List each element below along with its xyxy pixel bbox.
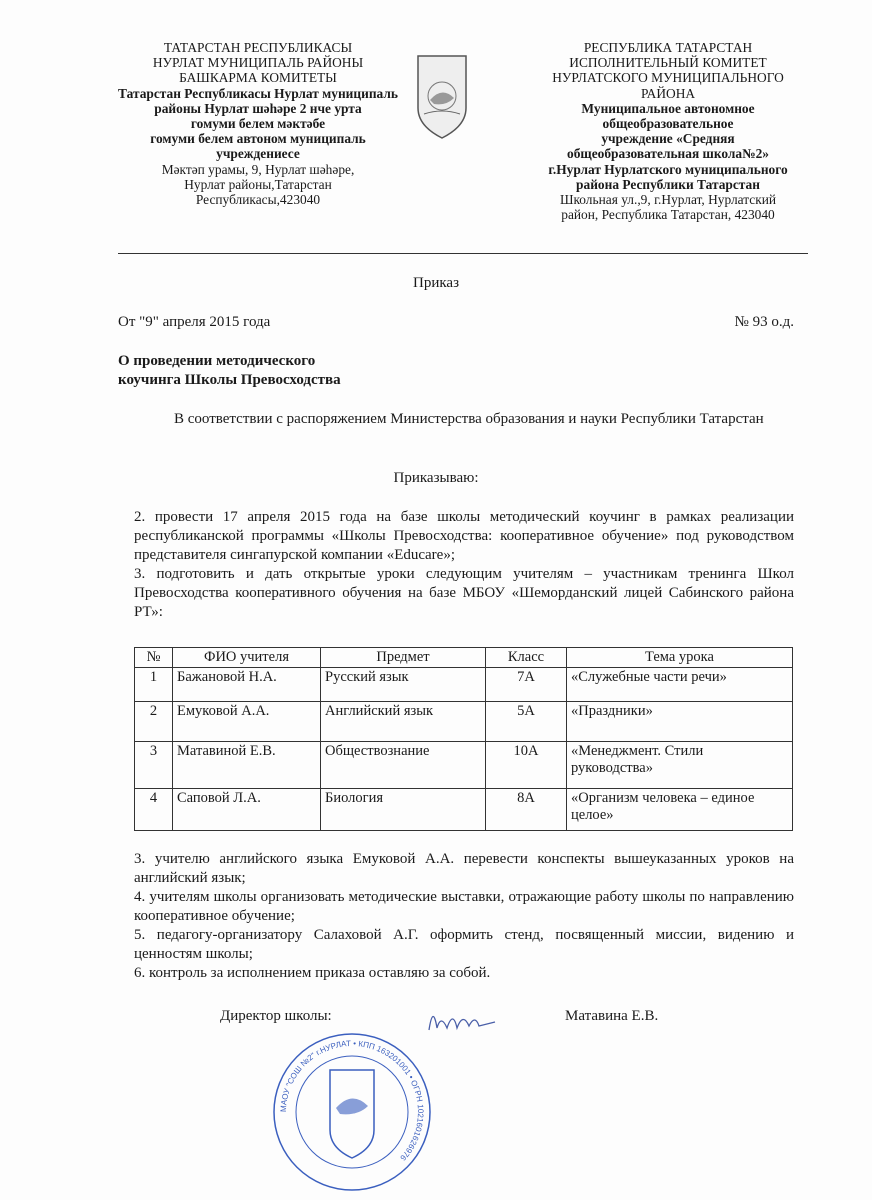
- header-line: НУРЛАТ МУНИЦИПАЛЬ РАЙОНЫ: [152, 55, 364, 71]
- table-row: [135, 742, 793, 789]
- cell: 8А: [486, 789, 567, 831]
- header-address: Мәктәп урамы, 9, Нурлат шәһәре,: [161, 161, 355, 177]
- order-item: 3. подготовить и дать открытые уроки следующим учителям – участникам тренинга Школ Превосходства кооперативного обучения на базе МБОУ «Шеморданский лицей Сабинского района РТ»:: [134, 566, 794, 620]
- cell: Английский язык: [321, 702, 486, 742]
- header-right: [518, 40, 818, 222]
- signer-name: Матавина Е.В.: [565, 1008, 659, 1024]
- subject-line: О проведении методического: [118, 353, 316, 369]
- column-header: ФИО учителя: [173, 648, 321, 668]
- header-line: учреждение «Средняя общеобразовательная школа№2»: [567, 131, 769, 162]
- doc-date: От "9" апреля 2015 года: [118, 314, 271, 330]
- cell: Русский язык: [321, 668, 486, 702]
- order-item: 4. учителям школы организовать методические выставки, отражающие работу школы по направлению кооперативное обучение;: [134, 889, 794, 924]
- coat-of-arms-icon: [412, 50, 472, 142]
- doc-title: Приказ: [412, 275, 459, 291]
- cell: 7А: [486, 668, 567, 702]
- signer-title: Директор школы:: [220, 1008, 332, 1024]
- cell: Биология: [321, 789, 486, 831]
- header-line: Татарстан Республикасы Нурлат муниципаль районы Нурлат шәһәре 2 нче урта: [118, 85, 398, 116]
- header-line: НУРЛАТСКОГО МУНИЦИПАЛЬНОГО РАЙОНА: [552, 70, 784, 101]
- table-row: [135, 789, 793, 831]
- header-line: РЕСПУБЛИКА ТАТАРСТАН: [583, 40, 753, 55]
- header-divider: [118, 253, 808, 254]
- column-header: Тема урока: [567, 648, 793, 668]
- doc-number: № 93 о.д.: [734, 314, 794, 330]
- header-line: ИСПОЛНИТЕЛЬНЫЙ КОМИТЕТ: [569, 55, 767, 71]
- column-header: Класс: [486, 648, 567, 668]
- column-header: Предмет: [321, 648, 486, 668]
- cell: Емуковой А.А.: [173, 702, 321, 742]
- table-header-row: [135, 648, 793, 668]
- cell: «Менеджмент. Стили руководства»: [567, 742, 793, 789]
- cell: 10А: [486, 742, 567, 789]
- cell: 1: [135, 668, 173, 702]
- header-address: Республикасы,423040: [195, 192, 321, 208]
- cell: Саповой Л.А.: [173, 789, 321, 831]
- official-stamp-icon: [270, 1030, 435, 1195]
- cell: «Организм человека – единое целое»: [567, 789, 793, 831]
- column-header: №: [135, 648, 173, 668]
- subject-line: коучинга Школы Превосходства: [118, 372, 341, 388]
- teachers-table: [134, 647, 793, 831]
- table-row: [135, 668, 793, 702]
- signature-icon: [425, 1000, 505, 1040]
- cell: 5А: [486, 702, 567, 742]
- cell: 2: [135, 702, 173, 742]
- stamp-text: МАОУ "СОШ №2" г.НУРЛАТ • КПП 163201001 • ОГРН 1021601626976: [278, 1038, 426, 1163]
- cell: «Праздники»: [567, 702, 793, 742]
- header-address: Школьная ул.,9, г.Нурлат, Нурлатский: [559, 192, 777, 208]
- header-address: Нурлат районы,Татарстан: [184, 176, 332, 192]
- header-line: ТАТАРСТАН РЕСПУБЛИКАСЫ: [163, 40, 353, 55]
- table-row: [135, 702, 793, 742]
- items-after: [134, 850, 794, 983]
- order-item: 2. провести 17 апреля 2015 года на базе школы методический коучинг в рамках реализации республиканской программы «Школы Превосходства: кооперативное обучение» под руководством представителя сингапурской компании «Educare»;: [134, 509, 794, 563]
- order-word: Приказываю:: [393, 470, 479, 486]
- header-line: Муниципальное автономное общеобразовательное: [581, 100, 755, 132]
- preamble: В соответствии с распоряжением Министерства образования и науки Республики Татарстан: [174, 411, 764, 427]
- items-before: [134, 508, 794, 622]
- order-item: 5. педагогу-организатору Салаховой А.Г. оформить стенд, посвященный миссии, видению и ценностям школы;: [134, 927, 794, 962]
- header-line: г.Нурлат Нурлатского муниципального района Республики Татарстан: [548, 161, 788, 192]
- doc-subject: [118, 352, 341, 390]
- header-address: район, Республика Татарстан, 423040: [561, 207, 775, 223]
- header-line: БАШКАРМА КОМИТЕТЫ: [179, 70, 337, 86]
- header-left: [108, 40, 408, 207]
- cell: «Служебные части речи»: [567, 668, 793, 702]
- order-item: 3. учителю английского языка Емуковой А.А. перевести конспекты вышеуказанных уроков на английский язык;: [134, 851, 794, 886]
- cell: 4: [135, 789, 173, 831]
- header-line: гомуми белем мәктәбе: [190, 116, 326, 132]
- cell: 3: [135, 742, 173, 789]
- cell: Матавиной Е.В.: [173, 742, 321, 789]
- cell: Обществознание: [321, 742, 486, 789]
- order-item: 6. контроль за исполнением приказа оставляю за собой.: [134, 965, 491, 981]
- cell: Бажановой Н.А.: [173, 668, 321, 702]
- header-line: гомуми белем автоном муниципаль учреждениесе: [150, 131, 366, 162]
